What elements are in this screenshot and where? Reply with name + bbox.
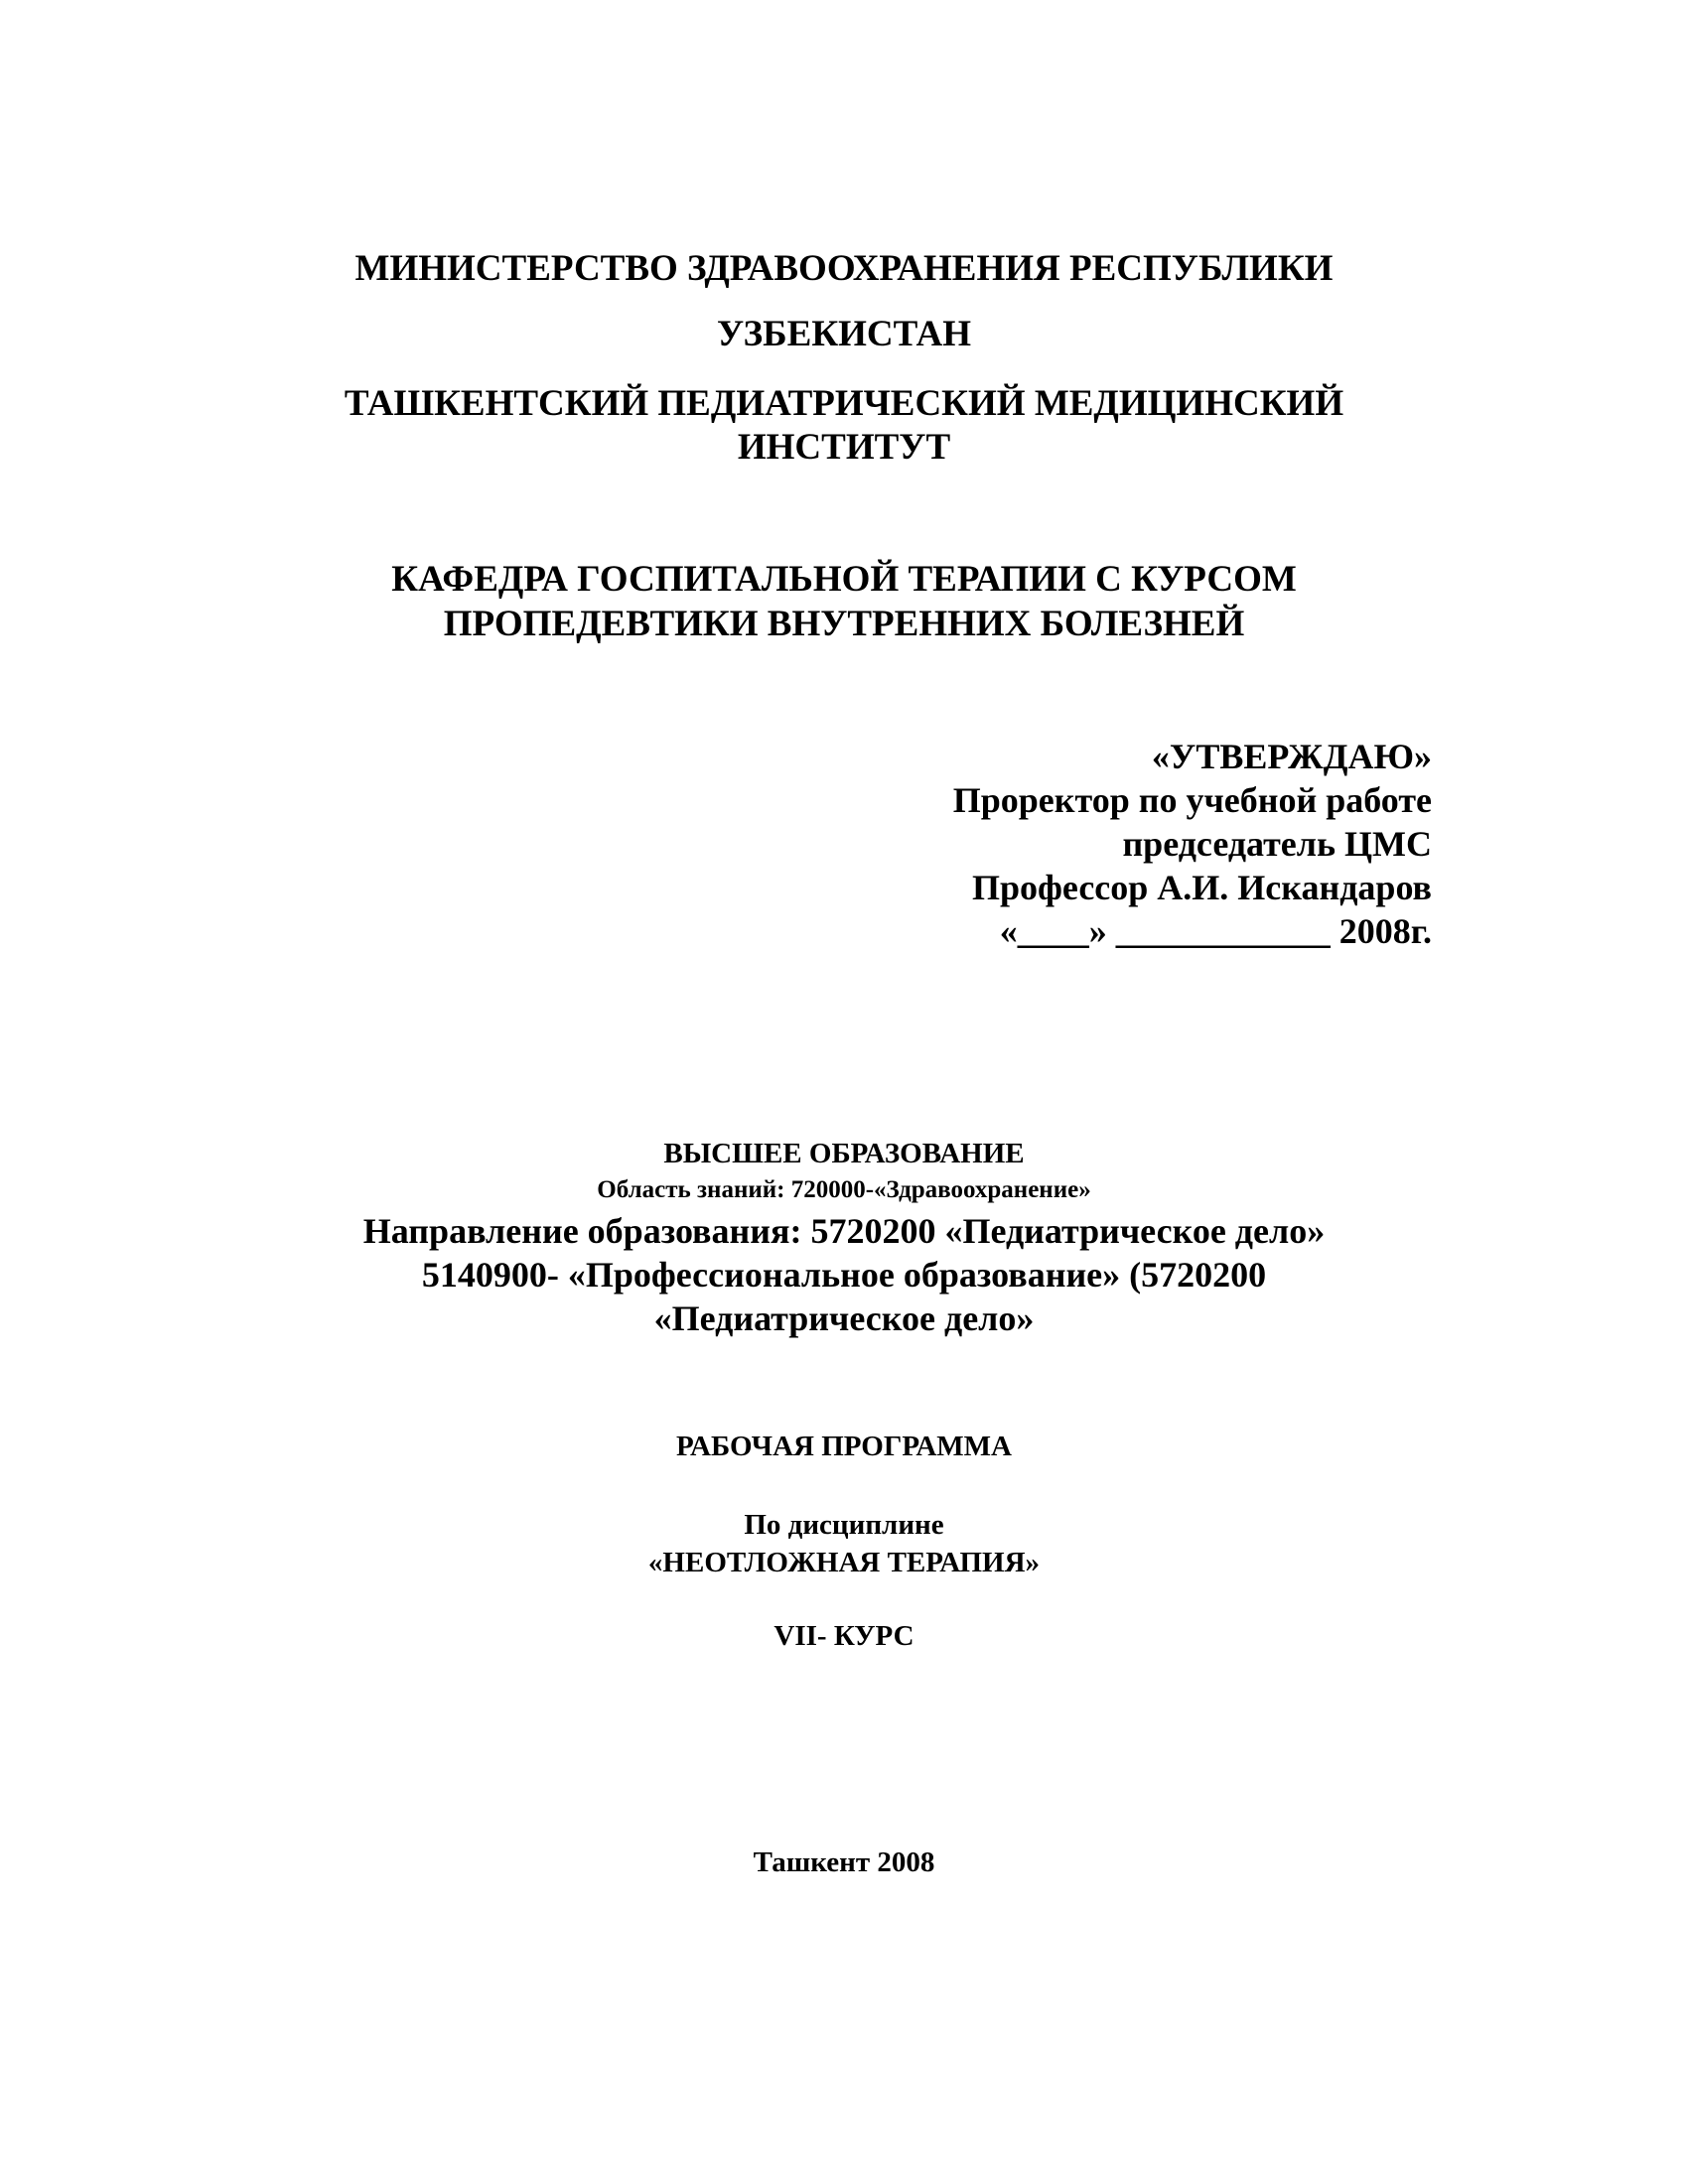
education-field: Область знаний: 720000-«Здравоохранение»	[597, 1176, 1091, 1203]
discipline-name: «НЕОТЛОЖНАЯ ТЕРАПИЯ»	[647, 1547, 1041, 1578]
department-title-line2: ПРОПЕДЕВТИКИ ВНУТРЕННИХ БОЛЕЗНЕЙ	[443, 604, 1245, 644]
discipline-label: По дисциплине	[744, 1509, 944, 1541]
education-direction-line2: 5140900- «Профессиональное образование» (5720200	[421, 1255, 1267, 1295]
education-direction-line1: Направление образования: 5720200 «Педиатрическое дело»	[362, 1211, 1326, 1251]
ministry-title-line2: УЗБЕКИСТАН	[716, 314, 971, 354]
institute-title-line1: ТАШКЕНТСКИЙ ПЕДИАТРИЧЕСКИЙ МЕДИЦИНСКИЙ	[344, 383, 1344, 424]
approval-title: «УТВЕРЖДАЮ»	[1151, 737, 1432, 776]
approval-position: Проректор по учебной работе	[952, 780, 1432, 820]
education-direction-line3: «Педиатрическое дело»	[653, 1298, 1035, 1338]
institute-title-line2: ИНСТИТУТ	[737, 427, 951, 468]
footer-city-year: Ташкент 2008	[753, 1846, 935, 1878]
course-label: VII- КУРС	[774, 1620, 914, 1652]
approval-date-line: «____» ____________ 2008г.	[999, 911, 1432, 951]
department-title-line1: КАФЕДРА ГОСПИТАЛЬНОЙ ТЕРАПИИ С КУРСОМ	[391, 559, 1297, 600]
program-title: РАБОЧАЯ ПРОГРАММА	[676, 1431, 1012, 1462]
ministry-title-line1: МИНИСТЕРСТВО ЗДРАВООХРАНЕНИЯ РЕСПУБЛИКИ	[354, 248, 1334, 289]
approval-signatory-name: Профессор А.И. Искандаров	[971, 868, 1432, 907]
education-level: ВЫСШЕЕ ОБРАЗОВАНИЕ	[663, 1138, 1025, 1169]
approval-role: председатель ЦМС	[1122, 824, 1432, 864]
